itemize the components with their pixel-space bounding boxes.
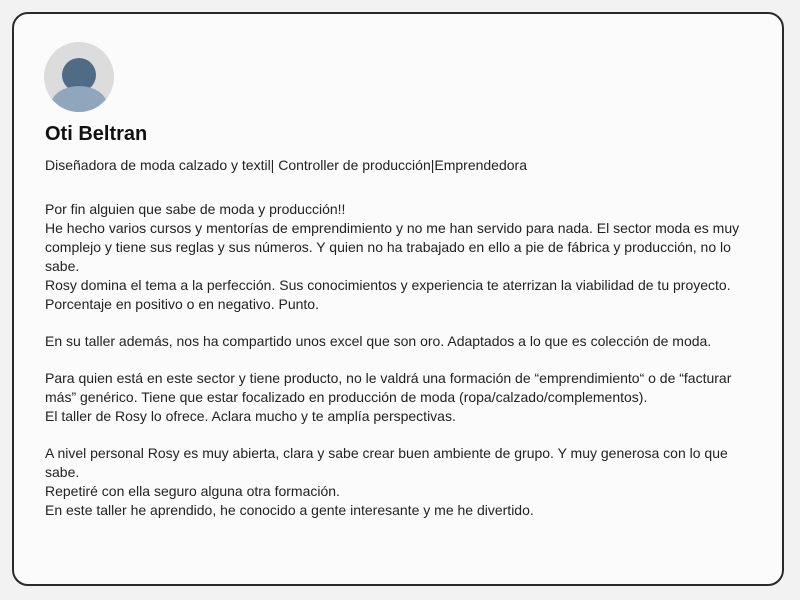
review-paragraph-1 [45, 200, 755, 314]
review-line: El taller de Rosy lo ofrece. Aclara mucho y te amplía perspectivas. [45, 408, 456, 424]
reviewer-headline: Diseñadora de moda calzado y textil| Controller de producción|Emprendedora [45, 157, 527, 173]
review-line: He hecho varios cursos y mentorías de emprendimiento y no me han servido para nada. El sector moda es muy complejo y tiene sus reglas y sus números. Y quien no ha trabajado en ello a pie de fábrica y producción, no lo sabe. [45, 220, 740, 274]
review-line: En este taller he aprendido, he conocido a gente interesante y me he divertido. [45, 502, 534, 518]
review-line: En su taller además, nos ha compartido unos excel que son oro. Adaptados a lo que es colección de moda. [45, 333, 712, 349]
review-paragraph-4 [45, 444, 755, 520]
testimonial-card [12, 12, 784, 586]
review-paragraph-2 [45, 332, 755, 351]
review-line: Para quien está en este sector y tiene producto, no le valdrá una formación de “emprendimiento“ o de “facturar más” genérico. Tiene que estar focalizado en producción de moda (ropa/calzado/complementos). [45, 370, 732, 405]
avatar-body [51, 86, 107, 112]
review-text [45, 200, 755, 538]
reviewer-name: Oti Beltran [45, 123, 148, 145]
user-avatar-icon [44, 42, 114, 112]
review-line: Repetiré con ella seguro alguna otra formación. [45, 483, 340, 499]
review-line: Rosy domina el tema a la perfección. Sus conocimientos y experiencia te aterrizan la viabilidad de tu proyecto. Porcentaje en positivo o en negativo. Punto. [45, 277, 731, 312]
review-line: Por fin alguien que sabe de moda y producción!! [45, 201, 346, 217]
review-paragraph-3 [45, 369, 755, 426]
review-line: A nivel personal Rosy es muy abierta, clara y sabe crear buen ambiente de grupo. Y muy generosa con lo que sabe. [45, 445, 728, 480]
